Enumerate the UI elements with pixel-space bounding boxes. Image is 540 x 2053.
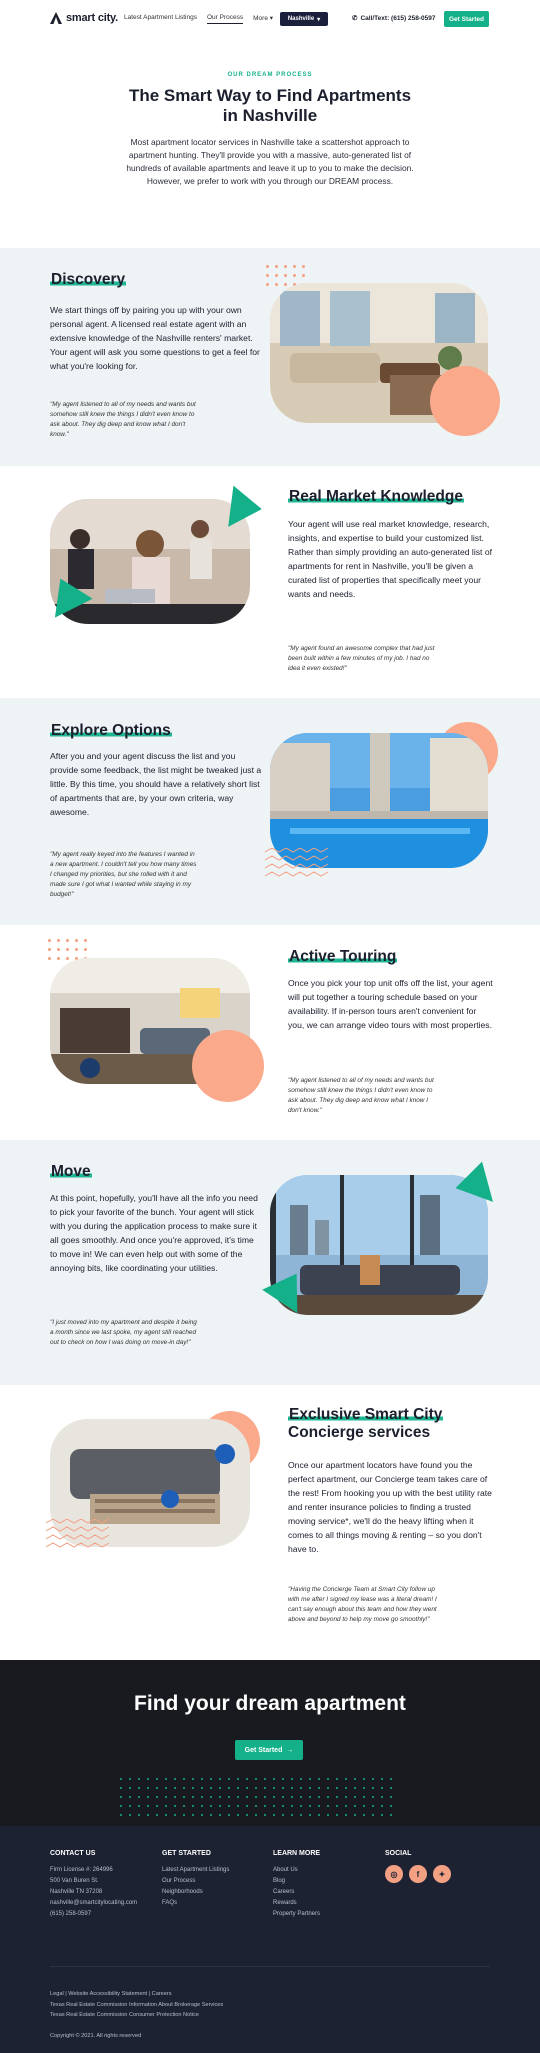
footer-heading: LEARN MORE	[273, 1850, 321, 1857]
city-selector[interactable]	[280, 12, 328, 26]
logo-mark-icon	[50, 12, 62, 24]
section-explore-options	[0, 698, 540, 925]
decor-zigzag	[265, 848, 335, 882]
footer-divider	[50, 1966, 490, 1967]
section-concierge	[0, 1385, 540, 1660]
section-quote: "My agent really keyed into the features I wanted in a new apartment. I couldn't tell you how many times I changed my priorities, but she rolled with it and made sure I got what I wanted while staying in my budget!"	[50, 851, 197, 898]
page-title: The Smart Way to Find Apartments in Nashville	[128, 86, 412, 125]
cta-section	[0, 1660, 540, 1826]
footer-link[interactable]: Latest Apartment Listings	[162, 1867, 230, 1873]
section-text: At this point, hopefully, you'll have all the info you need to pick your favorite of the bunch. Your agent will stick with you during the application process to make sure it all goes smoothly. And once you're approved, it's time to move in! We can even help out with some of the annoying bits, like coordinating your utilities.	[50, 1193, 258, 1273]
footer-heading: SOCIAL	[385, 1850, 412, 1857]
footer-heading: CONTACT US	[50, 1850, 96, 1857]
trec-consumer-link[interactable]: Texas Real Estate Commission Consumer Protection Notice	[50, 2012, 199, 2018]
section-title: Move	[51, 1163, 91, 1180]
section-subtitle: Concierge services	[288, 1424, 431, 1441]
footer-address: 500 Van Buren St.	[50, 1878, 99, 1884]
main-nav	[124, 14, 273, 24]
trec-brokerage-link[interactable]: Texas Real Estate Commission Information About Brokerage Services	[50, 2001, 224, 2008]
decor-zigzag	[46, 1519, 116, 1553]
section-real-market-knowledge	[0, 466, 540, 698]
footer-heading: GET STARTED	[162, 1850, 211, 1857]
section-quote: "My agent found an awesome complex that had just been built within a few minutes of my job. I had no idea it even existed!"	[288, 645, 435, 672]
arrow-right-icon: →	[286, 1746, 294, 1754]
footer-link[interactable]: Property Partners	[273, 1911, 321, 1917]
footer-link[interactable]: About Us	[273, 1867, 298, 1873]
decor-circle	[192, 1030, 264, 1102]
footer-phone[interactable]: (615) 258-0597	[50, 1911, 92, 1917]
facebook-icon[interactable]: f	[409, 1865, 427, 1883]
footer-license: Firm License #: 264996	[50, 1867, 113, 1873]
nav-our-process[interactable]: Our Process	[207, 14, 243, 24]
section-quote: "My agent listened to all of my needs and wants but somehow still knew the things I didn't even know to ask about. They dig deep and know what I know I don't know."	[288, 1077, 434, 1114]
section-text: We start things off by pairing you up with your own personal agent. A licensed real estate agent with an extensive knowledge of the Nashville renters' market. Your agent will ask you some questions to get a feel for what you're looking for.	[50, 305, 260, 371]
section-quote: "I just moved into my apartment and despite it being a month since we last spoke, my agent still reached out to check on how I was doing on move-in day!"	[50, 1319, 197, 1346]
footer-legal	[50, 1989, 223, 2021]
section-discovery	[0, 248, 540, 466]
footer-link[interactable]: Careers	[273, 1889, 295, 1895]
section-title: Exclusive Smart City Concierge services	[288, 1406, 443, 1441]
phone-text: Call/Text: (615) 258-0597	[360, 14, 436, 22]
footer-link[interactable]: Neighborhoods	[162, 1889, 203, 1895]
intro-section	[0, 40, 540, 248]
section-active-touring	[0, 925, 540, 1140]
cta-button-label: Get Started	[244, 1746, 283, 1754]
cta-title: Find your dream apartment	[134, 1692, 406, 1715]
section-title: Real Market Knowledge	[289, 488, 463, 505]
section-text: Once you pick your top unit offs off the list, your agent will put together a touring schedule based on your availability. If in-person tours aren't convenient for you, we can arrange video tours with most properties.	[288, 978, 493, 1030]
decor-dots	[48, 939, 87, 960]
copyright: Copyright © 2021. All rights reserved	[50, 2033, 142, 2039]
logo[interactable]	[50, 12, 118, 24]
footer-learn-more	[273, 1848, 320, 1920]
footer-contact	[50, 1848, 137, 1920]
decor-circle	[430, 366, 500, 436]
site-footer	[0, 1826, 540, 2053]
section-title: Explore Options	[51, 722, 171, 739]
section-quote: "My agent listened to all of my needs and wants but somehow still knew the things I didn't even know to ask about. They dig deep and know what I don't know."	[50, 401, 196, 438]
site-header	[0, 0, 540, 40]
nav-latest-listings[interactable]: Latest Apartment Listings	[124, 14, 197, 21]
section-text: Your agent will use real market knowledge, research, insights, and expertise to build your customized list. Rather than simply providing an auto-generated list of apartments for rent in Nashville, you'll be given a curated list of properties that specifically meet your wants and needs.	[288, 519, 492, 599]
phone-icon: ✆	[352, 15, 358, 22]
nav-more[interactable]: More ▾	[253, 15, 274, 22]
brand-name: smart city.	[66, 12, 119, 24]
section-text: Once our apartment locators have found you the perfect apartment, our Concierge team takes care of the rest! From hooking you up with the best utility rate and renter insurance policies to finding a trusted moving service*, we'll do the heavy lifting when it comes to all things moving & renting – so you don't have to.	[288, 1460, 492, 1554]
section-quote: "Having the Concierge Team at Smart City follow up with me after I signed my lease was a literal dream! I can't say enough about this team and how they went above and beyond to help my move go smoothly!"	[288, 1586, 437, 1623]
decor-dot-grid	[120, 1778, 399, 1816]
city-label: Nashville	[287, 16, 315, 22]
footer-link[interactable]: Blog	[273, 1878, 286, 1884]
section-move	[0, 1140, 540, 1385]
footer-get-started	[162, 1848, 229, 1909]
chevron-down-icon: ▾	[317, 16, 321, 23]
section-title: Discovery	[51, 271, 126, 288]
legal-links[interactable]: Legal | Website Accessibility Statement | Careers	[50, 1991, 172, 1997]
instagram-icon[interactable]: ◎	[385, 1865, 403, 1883]
footer-social	[385, 1848, 451, 1883]
intro-text: Most apartment locator services in Nashville take a scattershot approach to apartment hunting. They'll provide you with a massive, auto-generated list of hundreds of available apartments and leave it up to you to make the decision. However, we prefer to work with you through our DREAM process.	[126, 137, 414, 186]
phone-link[interactable]	[352, 14, 435, 22]
twitter-icon[interactable]: ✦	[433, 1865, 451, 1883]
cta-get-started-button[interactable]	[235, 1740, 303, 1760]
section-title: Active Touring	[289, 948, 397, 965]
footer-link[interactable]: FAQs	[162, 1900, 178, 1906]
footer-link[interactable]: Rewards	[273, 1900, 297, 1906]
header-get-started-button[interactable]: Get Started	[444, 11, 489, 27]
section-text: After you and your agent discuss the list and you provide some feedback, the list might be tweaked just a little. By this time, you should have a relatively short list of apartments that are, by your own criteria, way awesome.	[50, 751, 262, 817]
footer-city: Nashville TN 37208	[50, 1889, 103, 1895]
eyebrow: OUR DREAM PROCESS	[227, 72, 313, 78]
footer-email[interactable]: nashville@smartcitylocating.com	[50, 1900, 138, 1906]
footer-link[interactable]: Our Process	[162, 1878, 196, 1884]
